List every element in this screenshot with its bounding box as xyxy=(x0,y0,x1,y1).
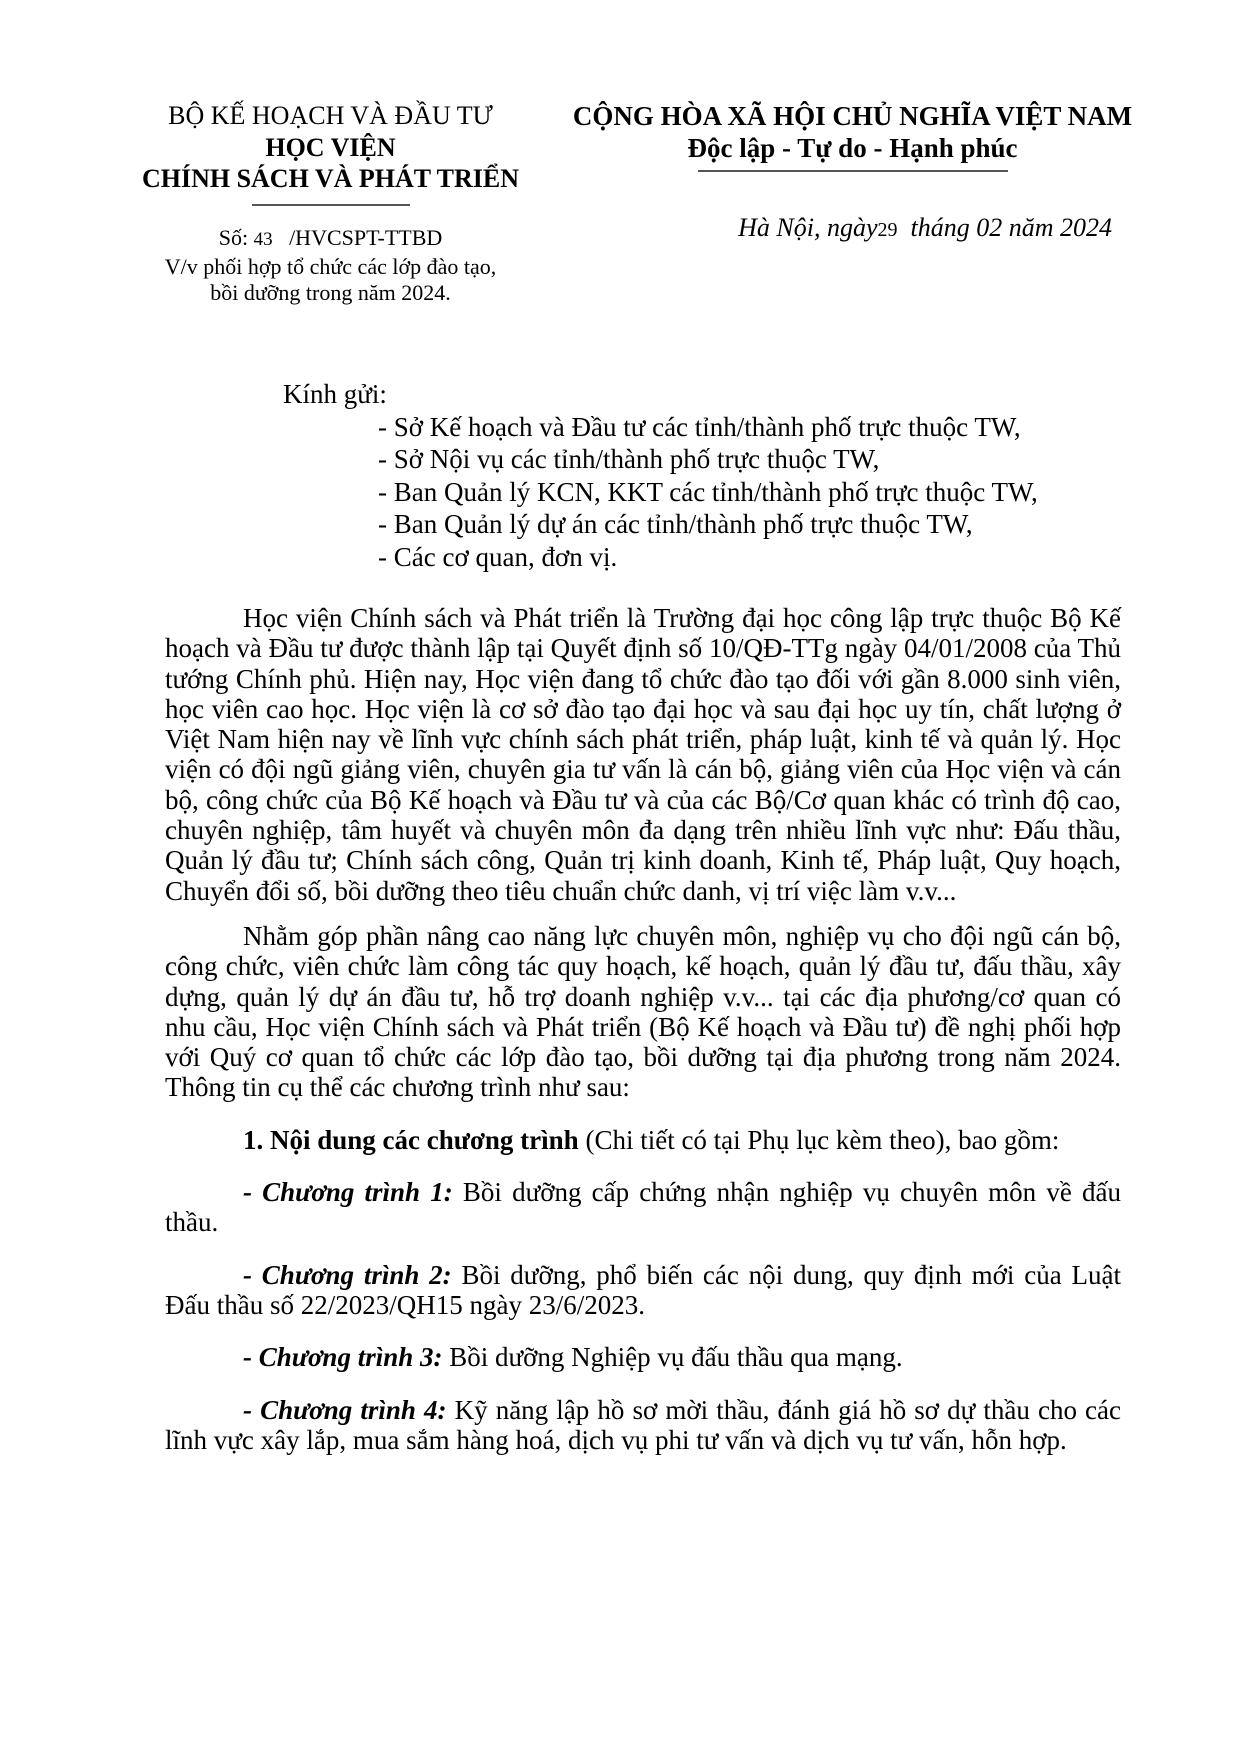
recipient-item: - Ban Quản lý KCN, KKT các tỉnh/thành phố trực thuộc TW, xyxy=(378,476,1038,507)
program-text: Bồi dưỡng, phổ biến các nội dung, quy định mới của Luật Đấu thầu số 22/2023/QH15 ngày 23/6/2023. xyxy=(165,1259,1121,1320)
issuer-header xyxy=(118,100,543,306)
program-item xyxy=(165,1395,1121,1456)
program-label: - Chương trình 1: xyxy=(243,1177,453,1208)
program-label: - Chương trình 4: xyxy=(243,1394,447,1425)
section-1-heading xyxy=(165,1125,1121,1155)
issuer-divider xyxy=(252,204,410,206)
recipient-item: - Sở Nội vụ các tỉnh/thành phố trực thuộc TW, xyxy=(378,444,880,474)
program-item xyxy=(165,1260,1121,1321)
institute-name-line1: HỌC VIỆN xyxy=(265,133,396,162)
recipient-item: - Sở Kế hoạch và Đầu tư các tỉnh/thành phố trực thuộc TW, xyxy=(378,411,1021,442)
program-label: - Chương trình 3: xyxy=(243,1342,443,1373)
date-suffix: tháng 02 năm 2024 xyxy=(910,213,1112,242)
issue-date xyxy=(565,212,1140,246)
program-item xyxy=(165,1177,1121,1238)
national-header xyxy=(565,100,1140,246)
program-item xyxy=(165,1342,1121,1372)
section-1-title-rest: (Chi tiết có tại Phụ lục kèm theo), bao gồm: xyxy=(578,1124,1060,1155)
purpose-paragraph: Nhằm góp phần nâng cao năng lực chuyên môn, nghiệp vụ cho đội ngũ cán bộ, công chức, viên chức làm công tác quy hoạch, kế hoạch, quản lý đầu tư, đấu thầu, xây dựng, quản lý dự án đầu tư, hỗ trợ doanh nghiệp v.v... tại các địa phương/cơ quan có nhu cầu, Học viện Chính sách và Phát triển (Bộ Kế hoạch và Đầu tư) đề nghị phối hợp với Quý cơ quan tổ chức các lớp đào tạo, bồi dưỡng tại địa phương trong năm 2024. Thông tin cụ thể các chương trình như sau: xyxy=(165,920,1121,1103)
national-motto: Độc lập - Tự do - Hạnh phúc xyxy=(687,133,1018,163)
program-text: Bồi dưỡng Nghiệp vụ đấu thầu qua mạng. xyxy=(442,1342,903,1373)
intro-paragraph: Học viện Chính sách và Phát triển là Trường đại học công lập trực thuộc Bộ Kế hoạch và Đầu tư được thành lập tại Quyết định số 10/QĐ-TTg ngày 04/01/2008 của Thủ tướng Chính phủ. Hiện nay, Học viện đang tổ chức đào tạo đối với gần 8.000 sinh viên, học viên cao học. Học viện là cơ sở đào tạo đại học và sau đại học uy tín, chất lượng ở Việt Nam hiện nay về lĩnh vực chính sách phát triển, pháp luật, kinh tế và quản lý. Học viện có đội ngũ giảng viên, chuyên gia tư vấn là cán bộ, giảng viên của Học viện và cán bộ, công chức của Bộ Kế hoạch và Đầu tư và của các Bộ/Cơ quan khác có trình độ cao, chuyên nghiệp, tâm huyết và chuyên môn đa dạng trên nhiều lĩnh vực như: Đấu thầu, Quản lý đầu tư; Chính sách công, Quản trị kinh doanh, Kinh tế, Pháp luật, Quy hoạch, Chuyển đổi số, bồi dưỡng theo tiêu chuẩn chức danh, vị trí việc làm v.v... xyxy=(165,603,1121,906)
recipients-label: Kính gửi: xyxy=(283,379,387,409)
recipient-item: - Ban Quản lý dự án các tỉnh/thành phố trực thuộc TW, xyxy=(378,509,973,539)
program-label: - Chương trình 2: xyxy=(243,1259,452,1290)
program-text: Bồi dưỡng cấp chứng nhận nghiệp vụ chuyên môn về đấu thầu. xyxy=(165,1177,1121,1238)
ministry-name: BỘ KẾ HOẠCH VÀ ĐẦU TƯ xyxy=(168,101,493,130)
date-day: 29 xyxy=(877,219,898,241)
subject-line2: bồi dưỡng trong năm 2024. xyxy=(210,280,451,305)
doc-number-suffix: /HVCSPT-TTBD xyxy=(289,225,443,250)
recipient-item: - Các cơ quan, đơn vị. xyxy=(378,541,618,572)
date-prefix: Hà Nội, ngày xyxy=(738,213,878,242)
letter-body xyxy=(165,603,1121,1455)
country-name: CỘNG HÒA XÃ HỘI CHỦ NGHĨA VIỆT NAM xyxy=(572,101,1133,131)
program-text: Kỹ năng lập hồ sơ mời thầu, đánh giá hồ sơ dự thầu cho các lĩnh vực xây lắp, mua sắm hàng hoá, dịch vụ phi tư vấn và dịch vụ tư vấn, hỗn hợp. xyxy=(165,1394,1121,1455)
document-number xyxy=(118,224,543,254)
doc-number-prefix: Số: xyxy=(218,225,249,250)
subject-line1: V/v phối hợp tổ chức các lớp đào tạo, xyxy=(164,254,497,279)
section-1-title: 1. Nội dung các chương trình xyxy=(243,1124,579,1155)
motto-underline xyxy=(698,170,1008,172)
recipients-block xyxy=(283,378,1038,573)
institute-name-line2: CHÍNH SÁCH VÀ PHÁT TRIỂN xyxy=(141,164,520,193)
doc-number-value: 43 xyxy=(253,229,273,250)
recipients-list xyxy=(283,411,1038,574)
